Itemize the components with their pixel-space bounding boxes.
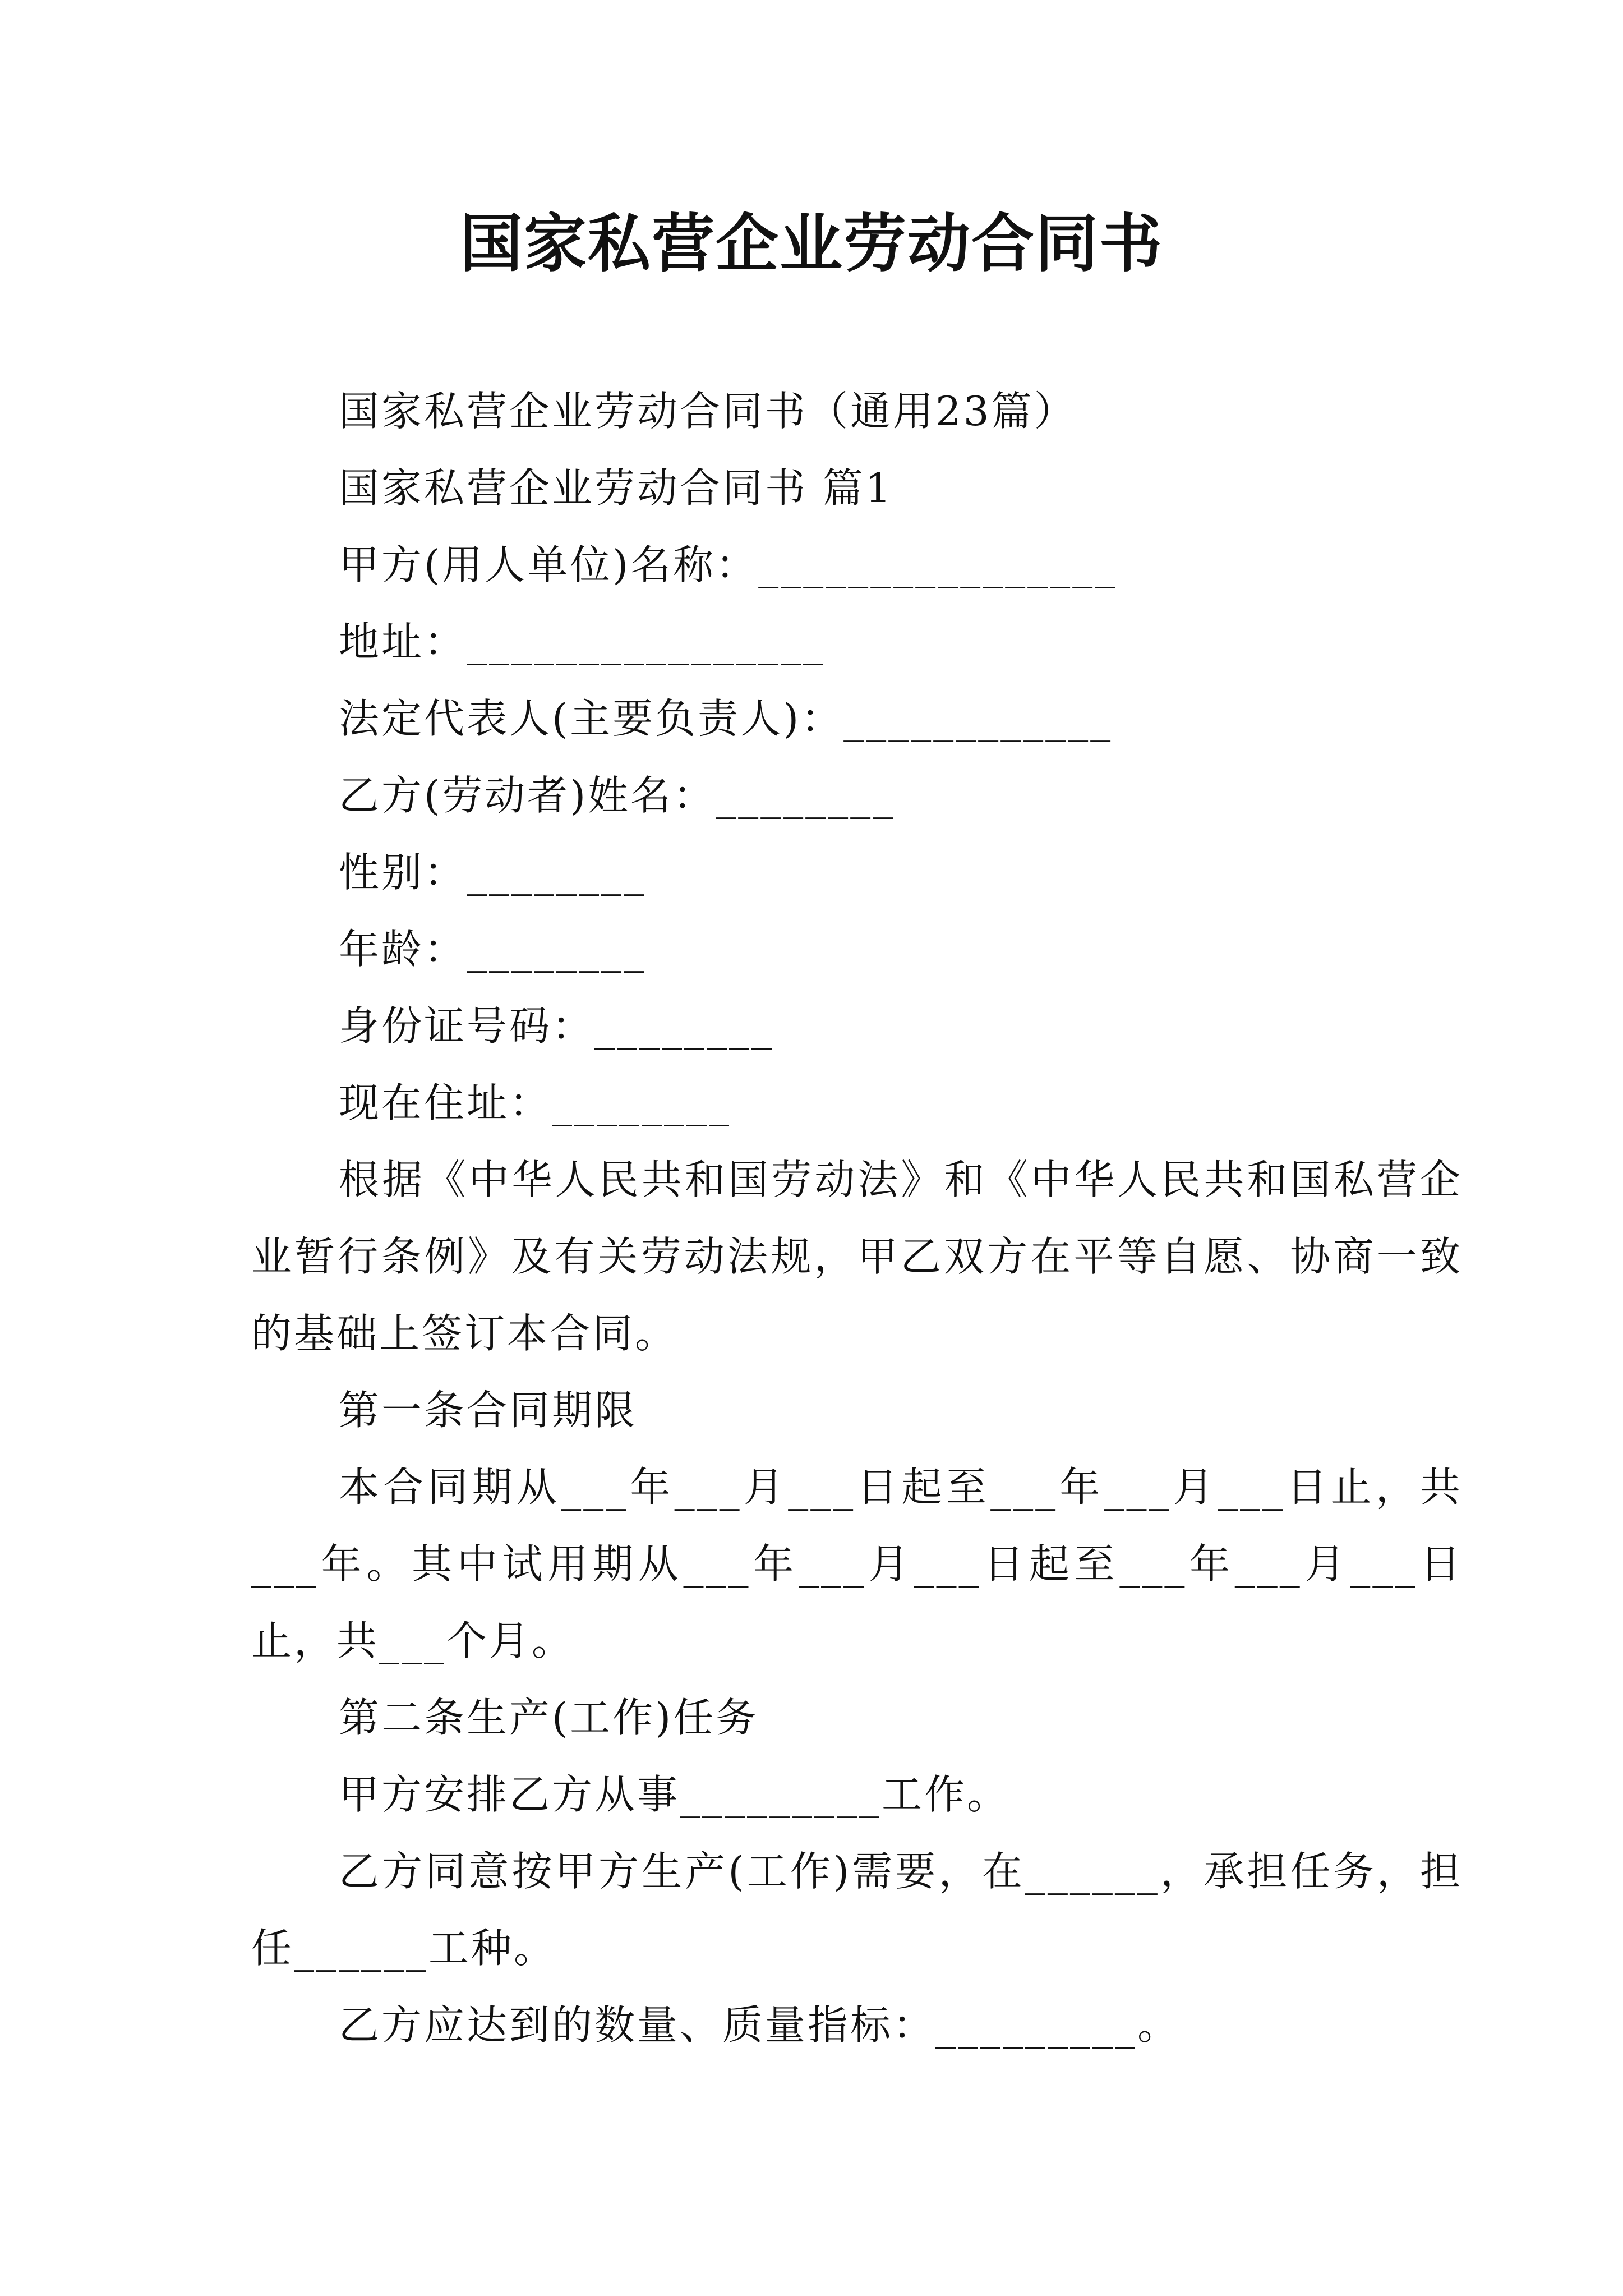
id-number-field: 身份证号码：________ (339, 1002, 774, 1050)
legal-representative-field: 法定代表人(主要负责人)：____________ (339, 695, 1113, 742)
article-2-text-3: 乙方应达到的数量、质量指标：_________。 (339, 2001, 1181, 2049)
article-2-text-1: 甲方安排乙方从事_________工作。 (339, 1771, 1010, 1818)
document-body (251, 373, 1463, 2064)
article-1-text: 本合同期从___年___月___日起至___年___月___日止，共___年。其中试用期从___年___月___日起至___年___月___日止，共___个月。 (251, 1464, 1463, 1664)
employer-name-field: 甲方(用人单位)名称：________________ (339, 541, 1118, 588)
section-heading: 国家私营企业劳动合同书 篇1 (339, 464, 893, 512)
article-2-text-2: 乙方同意按甲方生产(工作)需要，在______，承担任务，担任______工种。 (251, 1848, 1463, 1972)
current-address-field: 现在住址：________ (339, 1079, 732, 1126)
age-field: 年龄：________ (339, 926, 647, 973)
employee-name-field: 乙方(劳动者)姓名：________ (339, 772, 896, 819)
gender-field: 性别：________ (339, 849, 647, 896)
document-title: 国家私营企业劳动合同书 (460, 207, 1163, 280)
employer-address-field: 地址：________________ (339, 618, 826, 665)
article-2-title: 第二条生产(工作)任务 (339, 1694, 759, 1741)
basis-paragraph: 根据《中华人民共和国劳动法》和《中华人民共和国私营企业暂行条例》及有关劳动法规，甲乙双方在平等自愿、协商一致的基础上签订本合同。 (251, 1156, 1463, 1357)
article-1-title: 第一条合同期限 (339, 1387, 638, 1434)
subtitle-line: 国家私营企业劳动合同书（通用23篇） (339, 388, 1077, 435)
